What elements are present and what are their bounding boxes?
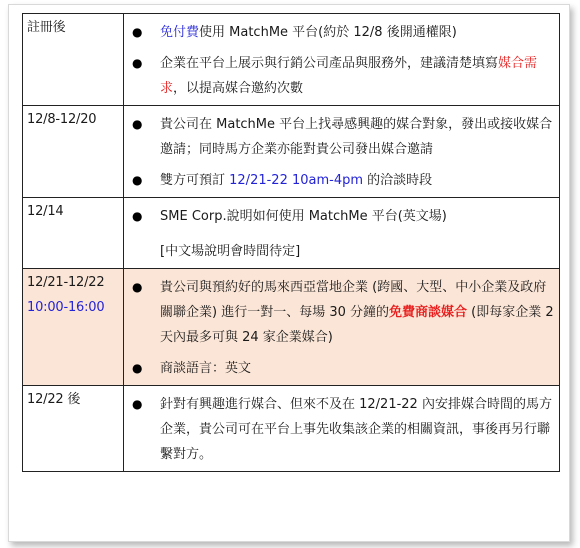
table-row bbox=[23, 14, 560, 106]
table-row bbox=[23, 386, 560, 472]
bullet-icon: ● bbox=[132, 173, 143, 187]
schedule-table bbox=[22, 13, 560, 472]
bullet-icon: ● bbox=[132, 209, 143, 223]
date-cell bbox=[23, 269, 124, 386]
bullet-icon: ● bbox=[132, 56, 143, 70]
bullet-icon: ● bbox=[132, 280, 143, 294]
note-text: [中文場說明會時間待定] bbox=[160, 244, 301, 259]
item-text: 使用 MatchMe 平台(約於 12/8 後開通權限) bbox=[199, 25, 457, 40]
bullet-icon: ● bbox=[132, 25, 143, 39]
list-item bbox=[124, 51, 555, 101]
table-row bbox=[23, 198, 560, 269]
item-prefix: 雙方可預訂 bbox=[160, 173, 230, 188]
bullet-icon: ● bbox=[132, 397, 143, 411]
highlight-text: 免付費 bbox=[160, 25, 200, 40]
item-suffix: (即每家企業 2 天內最多可與 24 家企業媒合) bbox=[160, 305, 554, 345]
content-cell bbox=[124, 14, 560, 106]
item-text: 企業在平台上展示與行銷公司產品與服務外，建議清楚填寫 bbox=[160, 56, 499, 71]
list-item bbox=[124, 356, 555, 381]
document-frame bbox=[8, 4, 570, 542]
bullet-icon: ● bbox=[132, 117, 143, 131]
list-item bbox=[124, 392, 555, 467]
item-text: 貴公司在 MatchMe 平台上找尋感興趣的媒合對象，發出或接收媒合邀請；同時馬方企業亦能對貴公司發出媒合邀請 bbox=[160, 117, 553, 157]
content-cell bbox=[124, 269, 560, 386]
date-label: 12/8-12/20 bbox=[27, 112, 97, 127]
date-cell bbox=[23, 386, 124, 472]
table-row bbox=[23, 106, 560, 198]
content-cell bbox=[124, 106, 560, 198]
content-cell bbox=[124, 386, 560, 472]
item-suffix: 的洽談時段 bbox=[363, 173, 433, 188]
item-text: SME Corp.說明如何使用 MatchMe 平台(英文場) bbox=[160, 209, 447, 224]
date-label: 12/21-12/22 bbox=[27, 275, 105, 290]
list-item bbox=[124, 204, 555, 229]
table-row bbox=[23, 269, 560, 386]
list-item bbox=[124, 275, 555, 350]
content-cell bbox=[124, 198, 560, 269]
time-label: 10:00-16:00 bbox=[27, 300, 105, 315]
date-label: 12/22 後 bbox=[27, 392, 81, 407]
date-label: 12/14 bbox=[27, 204, 64, 219]
highlight-text: 媒合需求 bbox=[160, 56, 538, 96]
highlight-text: 12/21-22 10am-4pm bbox=[229, 173, 364, 188]
item-text: 針對有興趣進行媒合、但來不及在 12/21-22 內安排媒合時間的馬方企業，貴公司可在平台上事先收集該企業的相關資訊，事後再另行聯繫對方。 bbox=[160, 397, 552, 462]
item-text: 貴公司與預約好的馬來西亞當地企業 (跨國、大型、中小企業及政府關聯企業) 進行一對一、每場 30 分鐘的 bbox=[160, 280, 547, 320]
date-cell bbox=[23, 106, 124, 198]
highlight-text: 免費商談媒合 bbox=[389, 305, 468, 320]
date-cell bbox=[23, 198, 124, 269]
date-cell bbox=[23, 14, 124, 106]
bullet-icon: ● bbox=[132, 361, 143, 375]
item-text: 商談語言：英文 bbox=[160, 361, 252, 376]
date-label: 註冊後 bbox=[27, 20, 66, 35]
list-item bbox=[124, 168, 555, 193]
item-suffix: ，以提高媒合邀約次數 bbox=[173, 81, 304, 96]
list-item bbox=[124, 20, 555, 45]
list-item bbox=[124, 112, 555, 162]
